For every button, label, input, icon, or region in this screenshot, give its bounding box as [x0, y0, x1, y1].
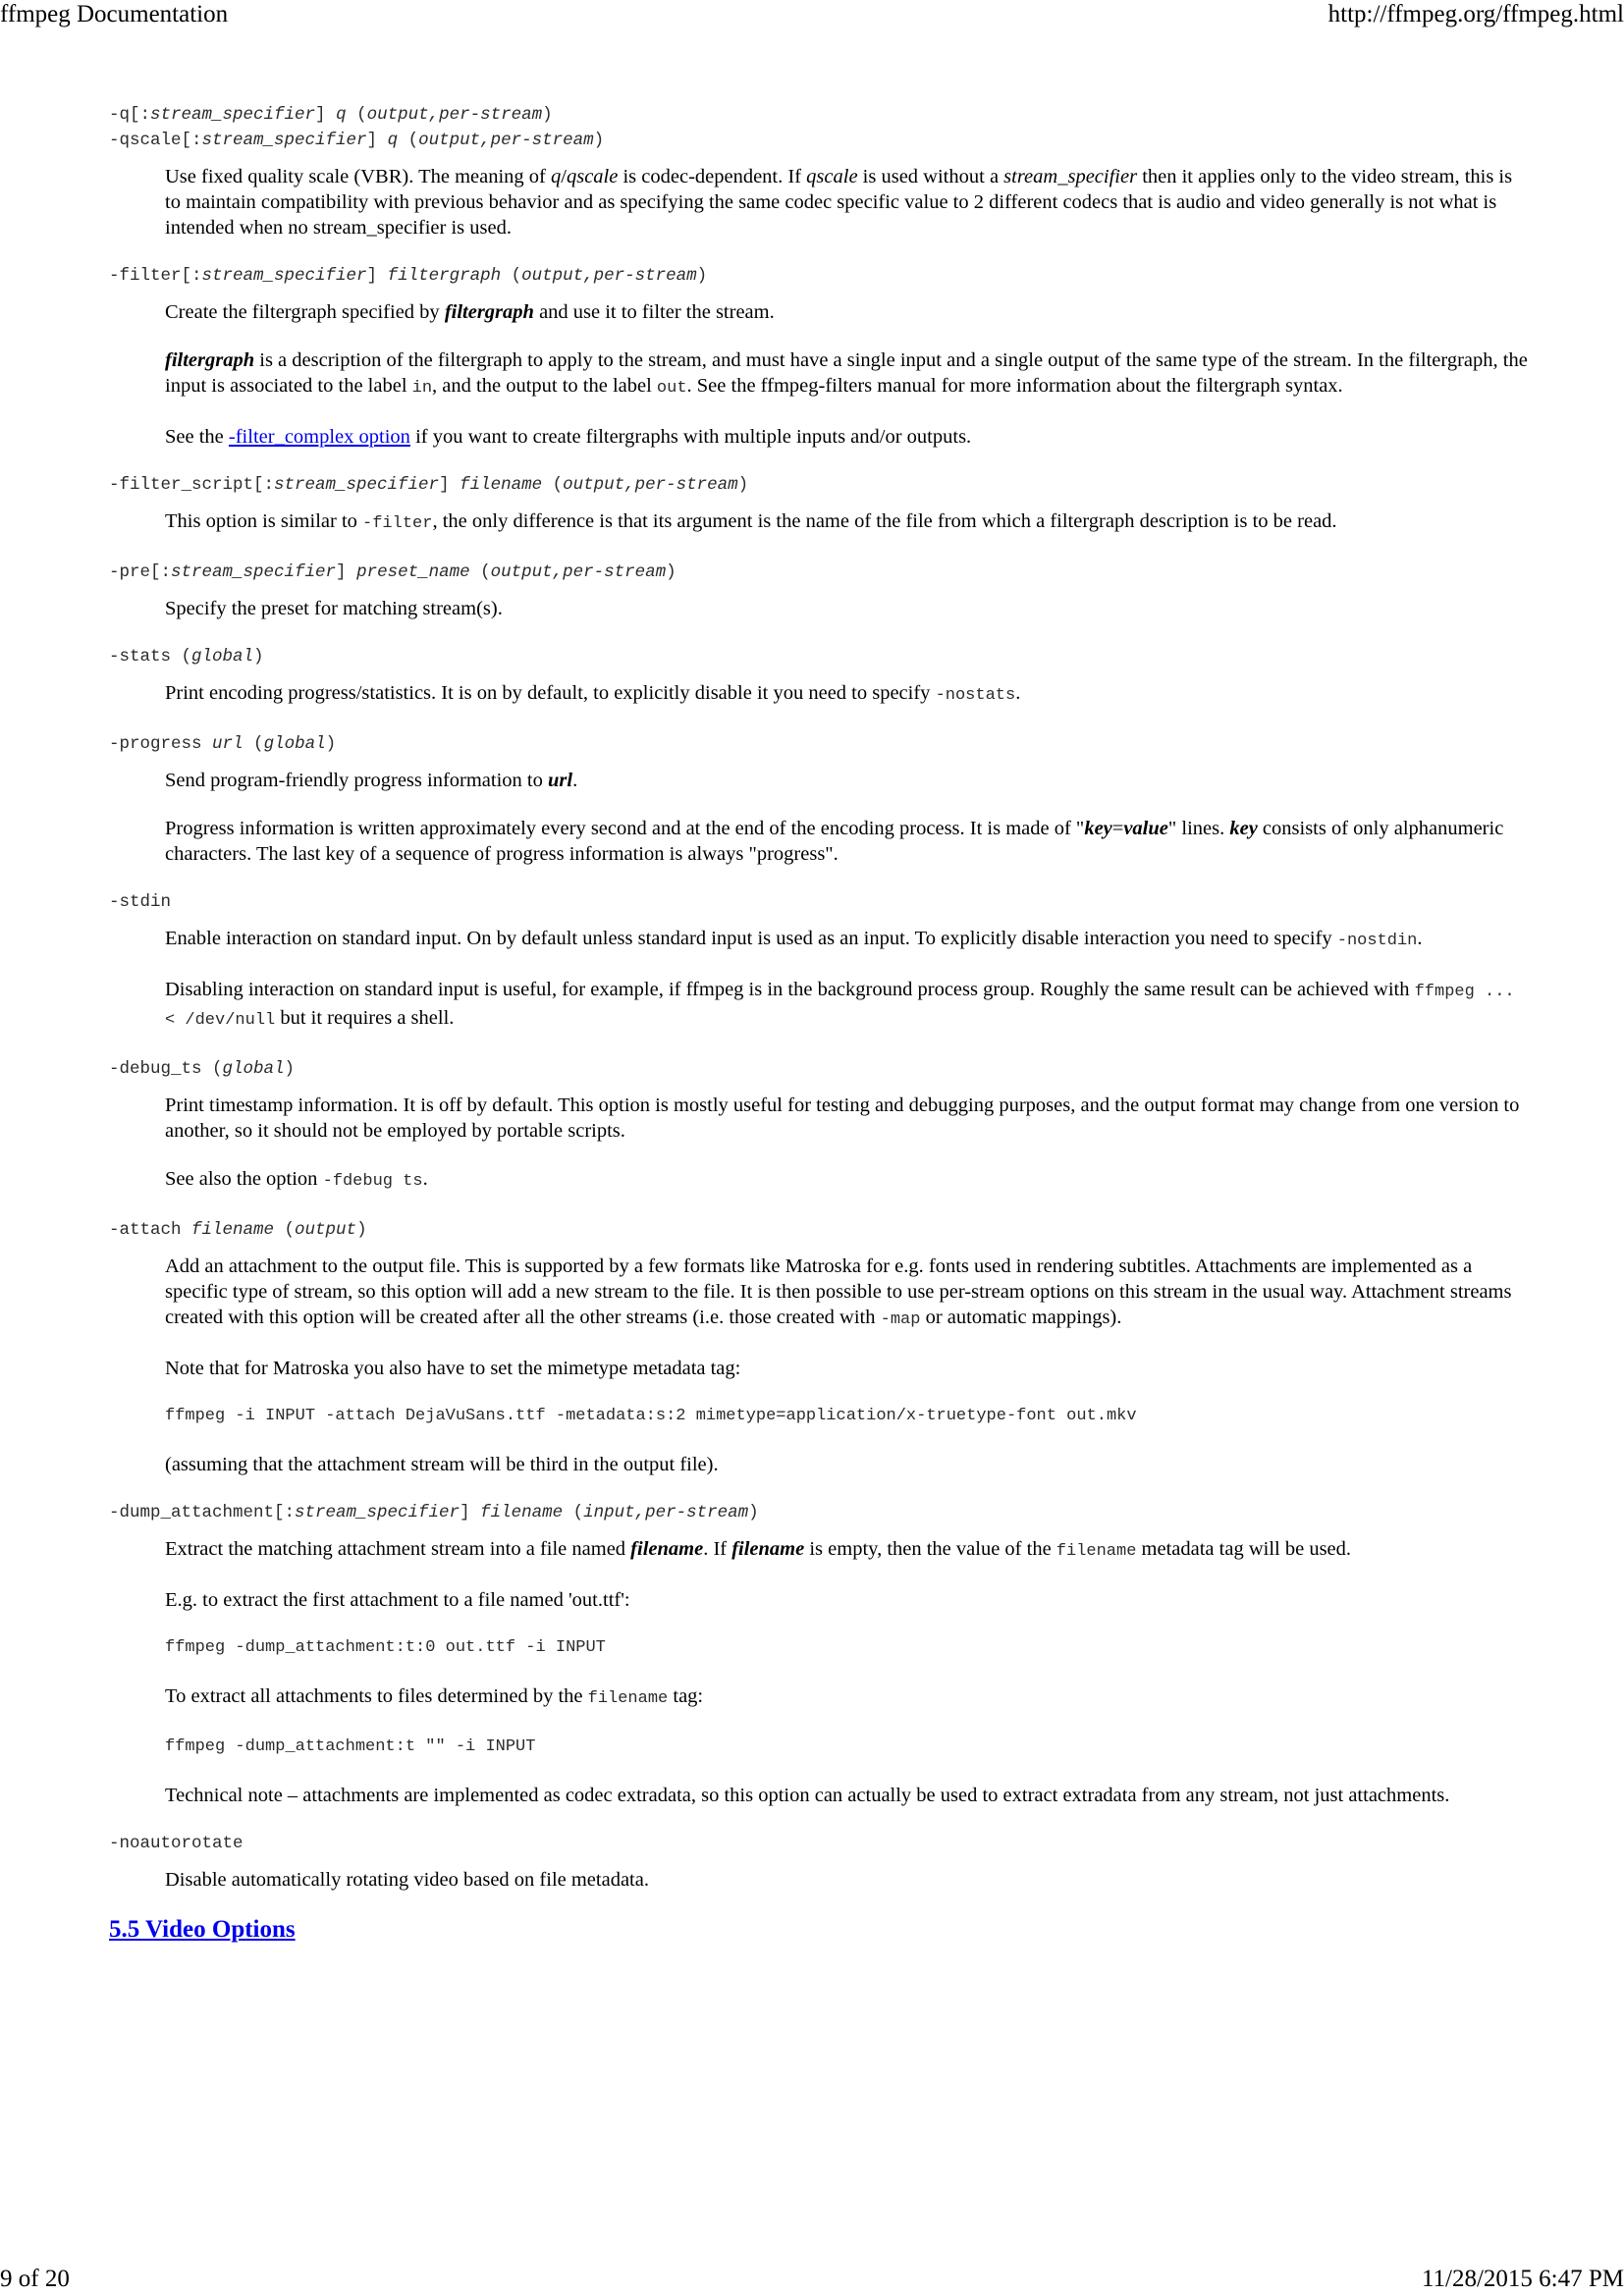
option-desc-dump-attachment [165, 1536, 1528, 1808]
option-desc-qscale [165, 164, 1528, 240]
section-heading [109, 1915, 1528, 1945]
option-term-stdin: -stdin [109, 892, 172, 912]
option-term-stats: -stats (global) [109, 647, 264, 667]
option-term-qscale: -qscale[:stream_specifier] q (output,per-stream) [109, 131, 605, 150]
option-term-progress: -progress url (global) [109, 734, 337, 754]
paragraph: Disable automatically rotating video based on file metadata. [165, 1869, 649, 1891]
page-footer [0, 2266, 1624, 2293]
paragraph: See the -filter_complex option if you want to create filtergraphs with multiple inputs and/or outputs. [165, 426, 972, 448]
paragraph: Print timestamp information. It is off by default. This option is mostly useful for testing and debugging purposes, and the output format may change from one version to another, so it should not be employed by portable scripts. [165, 1095, 1520, 1142]
option-desc-stats [165, 680, 1528, 709]
paragraph: Add an attachment to the output file. This is supported by a few formats like Matroska for e.g. fonts used in rendering subtitles. Attachments are implemented as a specific type of stream, so this option will add a new stream to the file. It is then possible to use per-stream options on this stream in the usual way. Attachment streams created with this option will be created after all the other streams (i.e. those created with -map or automatic mappings). [165, 1255, 1512, 1329]
paragraph: (assuming that the attachment stream will be third in the output file). [165, 1454, 719, 1475]
paragraph: Specify the preset for matching stream(s). [165, 598, 503, 619]
paragraph: See also the option -fdebug ts. [165, 1168, 428, 1191]
paragraph: Extract the matching attachment stream into a file named filename. If filename is empty, then the value of the filename metadata tag will be used. [165, 1538, 1352, 1561]
paragraph: Create the filtergraph specified by filtergraph and use it to filter the stream. [165, 301, 775, 323]
paragraph: This option is similar to -filter, the only difference is that its argument is the name of the file from which a filtergraph description is to be read. [165, 510, 1337, 533]
code-example: ffmpeg -i INPUT -attach DejaVuSans.ttf -metadata:s:2 mimetype=application/x-truetype-font out.mkv [165, 1407, 1137, 1425]
paragraph: Disabling interaction on standard input is useful, for example, if ffmpeg is in the background process group. Roughly the same result can be achieved with ffmpeg ... < /dev/null but it requires a shell. [165, 979, 1515, 1030]
option-term-filter: -filter[:stream_specifier] filtergraph (output,per-stream) [109, 266, 708, 286]
paragraph: To extract all attachments to files determined by the filename tag: [165, 1685, 704, 1708]
page-header [0, 1, 1624, 28]
paragraph: Send program-friendly progress information to url. [165, 770, 578, 791]
option-desc-pre [165, 596, 1528, 621]
filter-complex-option-link[interactable]: -filter_complex option [228, 426, 410, 448]
paragraph: Print encoding progress/statistics. It is on by default, to explicitly disable it you need to specify -nostats. [165, 682, 1021, 705]
option-desc-filter [165, 299, 1528, 450]
option-desc-noautorotate [165, 1867, 1528, 1893]
option-term-pre: -pre[:stream_specifier] preset_name (output,per-stream) [109, 562, 677, 582]
option-term-noautorotate: -noautorotate [109, 1834, 244, 1853]
option-desc-filter-script [165, 508, 1528, 537]
header-title: ffmpeg Documentation [0, 1, 229, 27]
paragraph: filtergraph is a description of the filtergraph to apply to the stream, and must have a single input and a single output of the same type of the stream. In the filtergraph, the input is associated to the label in, and the output to the label out. See the ffmpeg-filters manual for more information about the filtergraph syntax. [165, 349, 1528, 398]
paragraph: E.g. to extract the first attachment to a file named 'out.ttf': [165, 1589, 630, 1611]
option-desc-progress [165, 768, 1528, 867]
document-body [109, 102, 1528, 1945]
paragraph: Note that for Matroska you also have to set the mimetype metadata tag: [165, 1358, 741, 1379]
option-term-attach: -attach filename (output) [109, 1220, 367, 1240]
header-url: http://ffmpeg.org/ffmpeg.html [1327, 1, 1624, 27]
paragraph: Progress information is written approximately every second and at the end of the encoding process. It is made of "key=value" lines. key consists of only alphanumeric characters. The last key of a sequence of progress information is always "progress". [165, 818, 1504, 865]
code-example: ffmpeg -dump_attachment:t:0 out.ttf -i INPUT [165, 1638, 606, 1657]
code-example: ffmpeg -dump_attachment:t "" -i INPUT [165, 1737, 536, 1756]
section-heading-link[interactable]: 5.5 Video Options [109, 1916, 296, 1943]
paragraph: Enable interaction on standard input. On by default unless standard input is used as an input. To explicitly disable interaction you need to specify -nostdin. [165, 928, 1423, 950]
page-number: 9 of 20 [0, 2266, 70, 2292]
paragraph: Use fixed quality scale (VBR). The meaning of q/qscale is codec-dependent. If qscale is used without a stream_specifier then it applies only to the video stream, this is to maintain compatibility with previous behavior and as specifying the same codec specific value to 2 different codecs that is audio and video generally is not what is intended when no stream_specifier is used. [165, 166, 1513, 239]
option-term-debug-ts: -debug_ts (global) [109, 1059, 296, 1079]
option-desc-stdin [165, 926, 1528, 1034]
print-timestamp: 11/28/2015 6:47 PM [1421, 2266, 1624, 2292]
option-desc-debug-ts [165, 1093, 1528, 1195]
option-term-filter-script: -filter_script[:stream_specifier] filename (output,per-stream) [109, 475, 749, 495]
option-term-dump-attachment: -dump_attachment[:stream_specifier] filename (input,per-stream) [109, 1503, 759, 1522]
option-term-q: -q[:stream_specifier] q (output,per-stream) [109, 105, 553, 125]
paragraph: Technical note – attachments are implemented as codec extradata, so this option can actually be used to extract extradata from any stream, not just attachments. [165, 1785, 1450, 1806]
option-desc-attach [165, 1254, 1528, 1477]
